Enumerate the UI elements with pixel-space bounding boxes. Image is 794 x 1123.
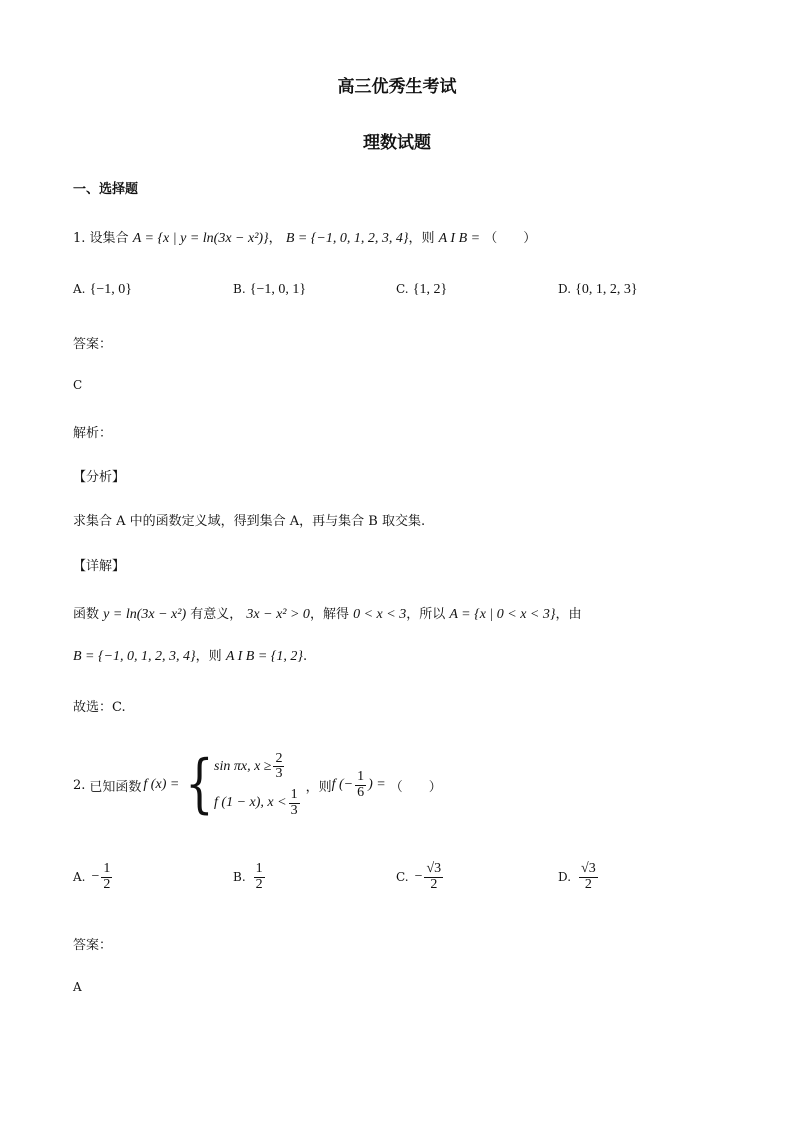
denominator: 2 [430,876,438,892]
xiangjie-label: 【详解】 [73,559,126,574]
q1-option-b[interactable] [233,282,306,298]
text: ，解得 [309,607,349,622]
stem-ask: ，则 [408,231,435,246]
denominator: 6 [357,784,365,800]
answer-label: 答案： [73,337,113,352]
case-expr: sin πx, x ≥ [214,758,272,774]
case-1 [214,752,302,782]
numerator: √3 [426,861,442,876]
math: y = ln(3x − x²) [103,607,187,622]
option-label: C. [396,870,409,885]
option-label: D. [558,282,572,296]
punct: ， [268,231,282,246]
numerator: 1 [290,787,298,802]
option-sign: − [91,869,100,885]
q1-option-c[interactable] [396,282,447,298]
question-number: 2. [73,777,86,793]
math: B = {−1, 0, 1, 2, 3, 4} [73,649,196,664]
option-label: C. [396,282,409,296]
q2-option-b[interactable] [233,862,267,892]
numerator: 2 [275,750,283,766]
detail-line-2 [73,645,307,665]
section-heading: 一、选择题 [73,182,139,197]
answer-label: 答案： [73,938,113,953]
detail-line-1 [73,603,582,623]
set-a-expression: A = {x | y = ln(3x − x²)} [132,231,269,246]
denominator: 3 [290,802,298,818]
stem-prefix: 设集合 [89,231,129,246]
case-2 [214,788,302,818]
question-2-stem [73,745,442,825]
numerator: √3 [581,861,596,876]
case-fraction [273,752,284,782]
option-label: A. [73,282,86,296]
text: ，所以 [406,607,446,622]
question-1-stem [73,227,536,247]
call-fraction [355,770,366,800]
stem-ask: ，则 [305,779,332,795]
function-name: f (x) = [143,777,180,792]
piecewise-cases [214,752,302,819]
text: 有意义， [190,607,243,622]
text: ，由 [555,607,582,622]
option-value: {1, 2} [412,282,448,297]
math: A = {x | 0 < x < 3} [449,607,556,622]
answer-paren: （ ） [389,779,442,795]
option-label: B. [233,282,246,296]
numerator: 1 [357,768,365,784]
piecewise-brace: { [185,747,214,822]
option-label: D. [558,870,572,885]
q1-option-d[interactable] [558,282,638,298]
analysis-label: 解析： [73,426,113,441]
text: 函数 [73,607,100,622]
intersection-expression: A I B = [438,231,481,246]
numerator: 1 [255,861,263,876]
answer-value: A [73,980,82,994]
denominator: 2 [255,876,263,892]
option-value: {0, 1, 2, 3} [575,282,638,297]
question-number: 1. [73,231,86,246]
q2-option-d[interactable] [558,862,600,892]
option-fraction [579,862,598,892]
fenxi-label: 【分析】 [73,470,126,485]
page-subtitle: 理数试题 [363,133,431,153]
case-fraction [289,788,300,818]
denominator: 3 [275,766,283,782]
math: 3x − x² > 0 [246,607,310,622]
denominator: 2 [103,876,111,892]
choice-text: 故选：C. [73,700,126,715]
q2-option-a[interactable] [73,862,114,892]
answer-paren: （ ） [484,231,537,246]
option-value: {−1, 0} [89,282,132,297]
text: . [302,649,308,664]
case-expr: f (1 − x), x < [214,795,287,811]
q2-option-c[interactable] [396,862,445,892]
option-label: A. [73,870,86,885]
page-title: 高三优秀生考试 [337,77,457,97]
option-label: B. [233,870,246,885]
math: 0 < x < 3 [353,607,407,622]
option-value: {−1, 0, 1} [249,282,307,297]
option-fraction [424,862,443,892]
numerator: 1 [103,861,111,876]
function-call-end: ) = [368,777,386,792]
option-fraction [101,862,112,892]
fenxi-text: 求集合 A 中的函数定义域，得到集合 A，再与集合 B 取交集. [73,514,426,529]
q1-option-a[interactable] [73,282,132,298]
math: A I B = {1, 2} [225,649,303,664]
set-b-expression: B = {−1, 0, 1, 2, 3, 4} [285,231,409,246]
answer-value: C [73,378,83,392]
text: ，则 [195,649,222,664]
denominator: 2 [584,876,592,892]
option-fraction [254,862,265,892]
function-call: f (− [331,777,354,792]
stem-prefix: 已知函数 [89,779,142,795]
option-sign: − [414,869,423,885]
